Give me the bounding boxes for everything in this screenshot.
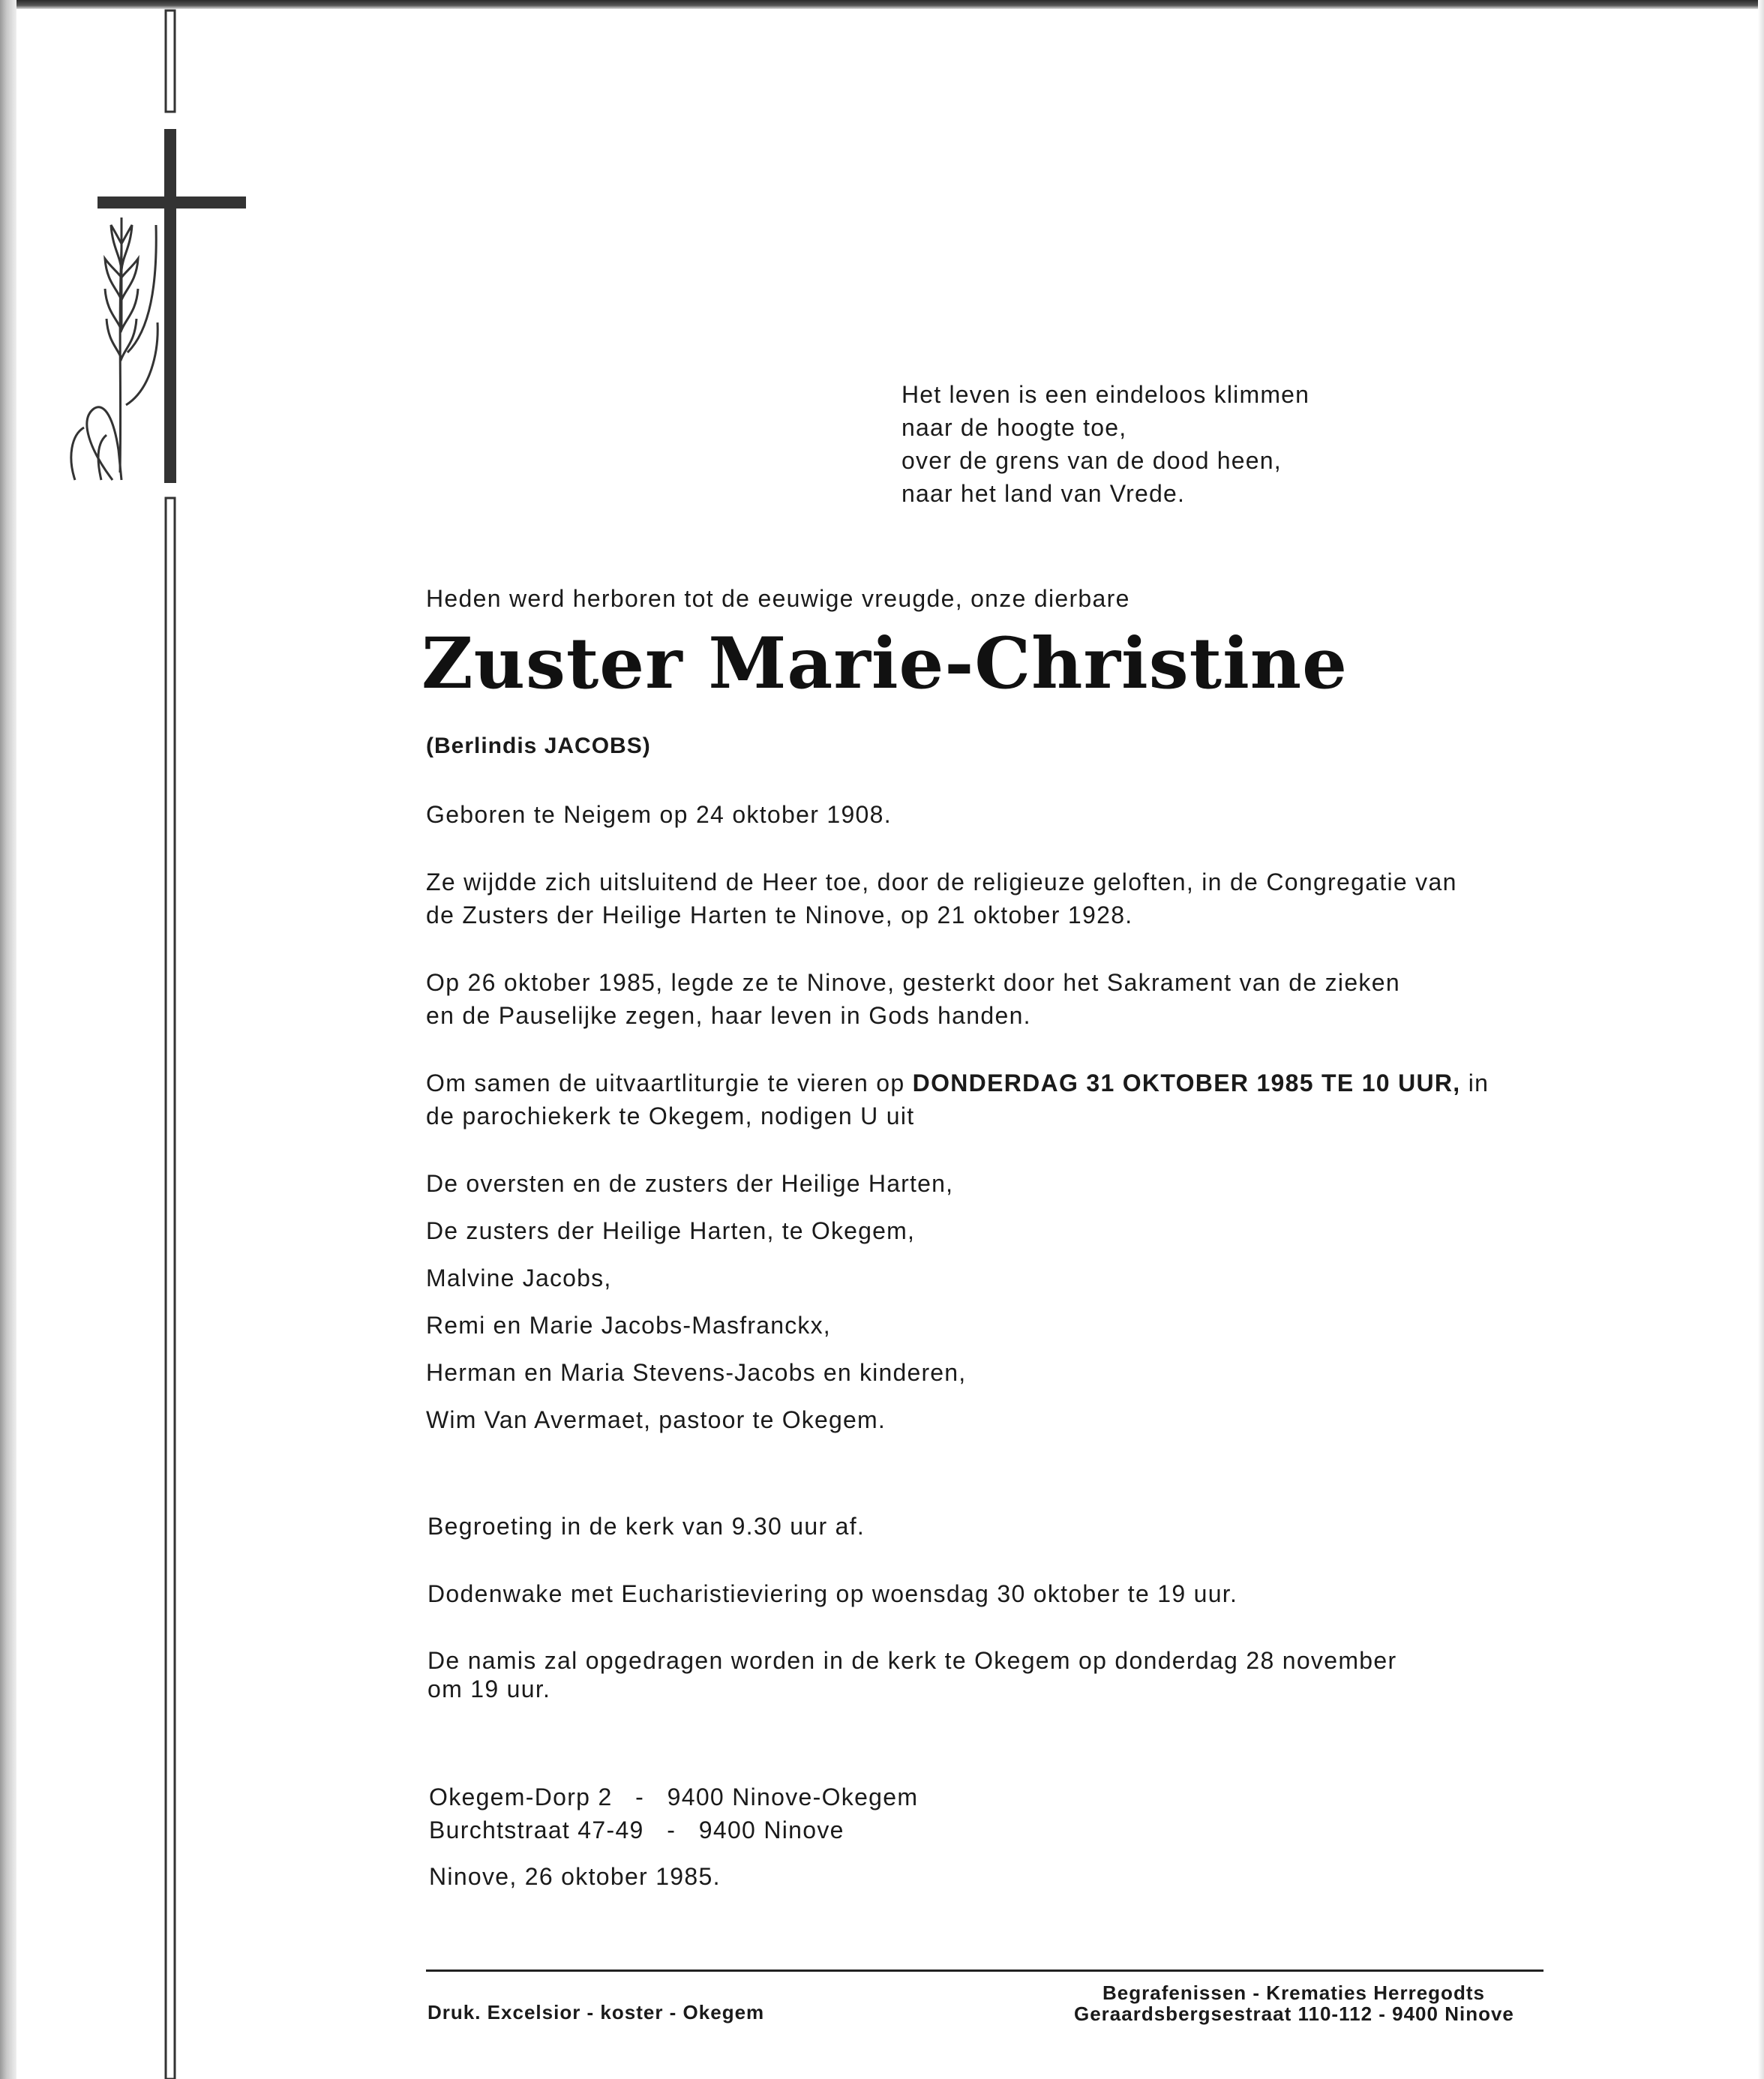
funeral-prefix: Om samen de uitvaartliturgie te vieren op (426, 1070, 913, 1096)
death-text-line2: en de Pauselijke zegen, haar leven in Gods handen. (426, 1002, 1031, 1029)
birth-text: Geboren te Neigem op 24 oktober 1908. (426, 801, 892, 828)
scan-right-edge (1758, 0, 1764, 2079)
cross-icon (60, 0, 262, 2079)
funeral-date: DONDERDAG 31 OKTOBER 1985 TE 10 UUR, (912, 1070, 1461, 1096)
vows-text-line2: de Zusters der Heilige Harten te Ninove, op 21 oktober 1928. (426, 902, 1133, 928)
month-mind-line2: om 19 uur. (428, 1676, 551, 1702)
intro-text: Heden werd herboren tot de eeuwige vreugde, onze dierbare (426, 585, 1130, 612)
wheat-icon (71, 218, 158, 480)
poem-line: Het leven is een eindeloos klimmen (902, 381, 1310, 408)
mourner-item: Malvine Jacobs, (426, 1264, 612, 1292)
funeral-suffix: in (1460, 1070, 1490, 1096)
place-date: Ninove, 26 oktober 1985. (429, 1863, 721, 1890)
undertaker-line1: Begrafenissen - Krematies Herregodts (1102, 1982, 1485, 2004)
mourner-item: Herman en Maria Stevens-Jacobs en kinderen, (426, 1359, 967, 1386)
scan-top-edge (0, 0, 1764, 9)
mourner-item: De oversten en de zusters der Heilige Harten, (426, 1170, 954, 1197)
month-mind-line1: De namis zal opgedragen worden in de kerk te Okegem op donderdag 28 november (428, 1647, 1397, 1674)
address-line1: Okegem-Dorp 2 - 9400 Ninove-Okegem (429, 1784, 919, 1810)
poem-line: naar het land van Vrede. (902, 480, 1186, 507)
mourner-item: De zusters der Heilige Harten, te Okegem, (426, 1217, 916, 1244)
mourner-item: Wim Van Avermaet, pastoor te Okegem. (426, 1406, 886, 1433)
undertaker-line2: Geraardsbergsestraat 110-112 - 9400 Ninove (1074, 2002, 1514, 2025)
vows-text-line1: Ze wijdde zich uitsluitend de Heer toe, door de religieuze geloften, in de Congregatie van (426, 868, 1457, 896)
funeral-text-line1 (426, 1070, 1489, 1097)
funeral-text-line2: de parochiekerk te Okegem, nodigen U uit (426, 1102, 915, 1130)
scan-left-edge (0, 0, 16, 2079)
wake-text: Dodenwake met Eucharistieviering op woensdag 30 oktober te 19 uur. (428, 1580, 1238, 1607)
deceased-name: Zuster Marie-Christine (422, 622, 1348, 705)
death-text-line1: Op 26 oktober 1985, legde ze te Ninove, gesterkt door het Sakrament van de zieken (426, 969, 1400, 996)
poem-line: naar de hoogte toe, (902, 414, 1127, 441)
mourner-item: Remi en Marie Jacobs-Masfranckx, (426, 1312, 831, 1339)
address-line2: Burchtstraat 47-49 - 9400 Ninove (429, 1816, 844, 1844)
footer-divider (426, 1970, 1544, 1972)
civil-name: (Berlindis JACOBS) (426, 734, 651, 758)
greeting-text: Begroeting in de kerk van 9.30 uur af. (428, 1513, 866, 1540)
poem-line: over de grens van de dood heen, (902, 447, 1282, 474)
printer-credit: Druk. Excelsior - koster - Okegem (428, 2001, 765, 2024)
